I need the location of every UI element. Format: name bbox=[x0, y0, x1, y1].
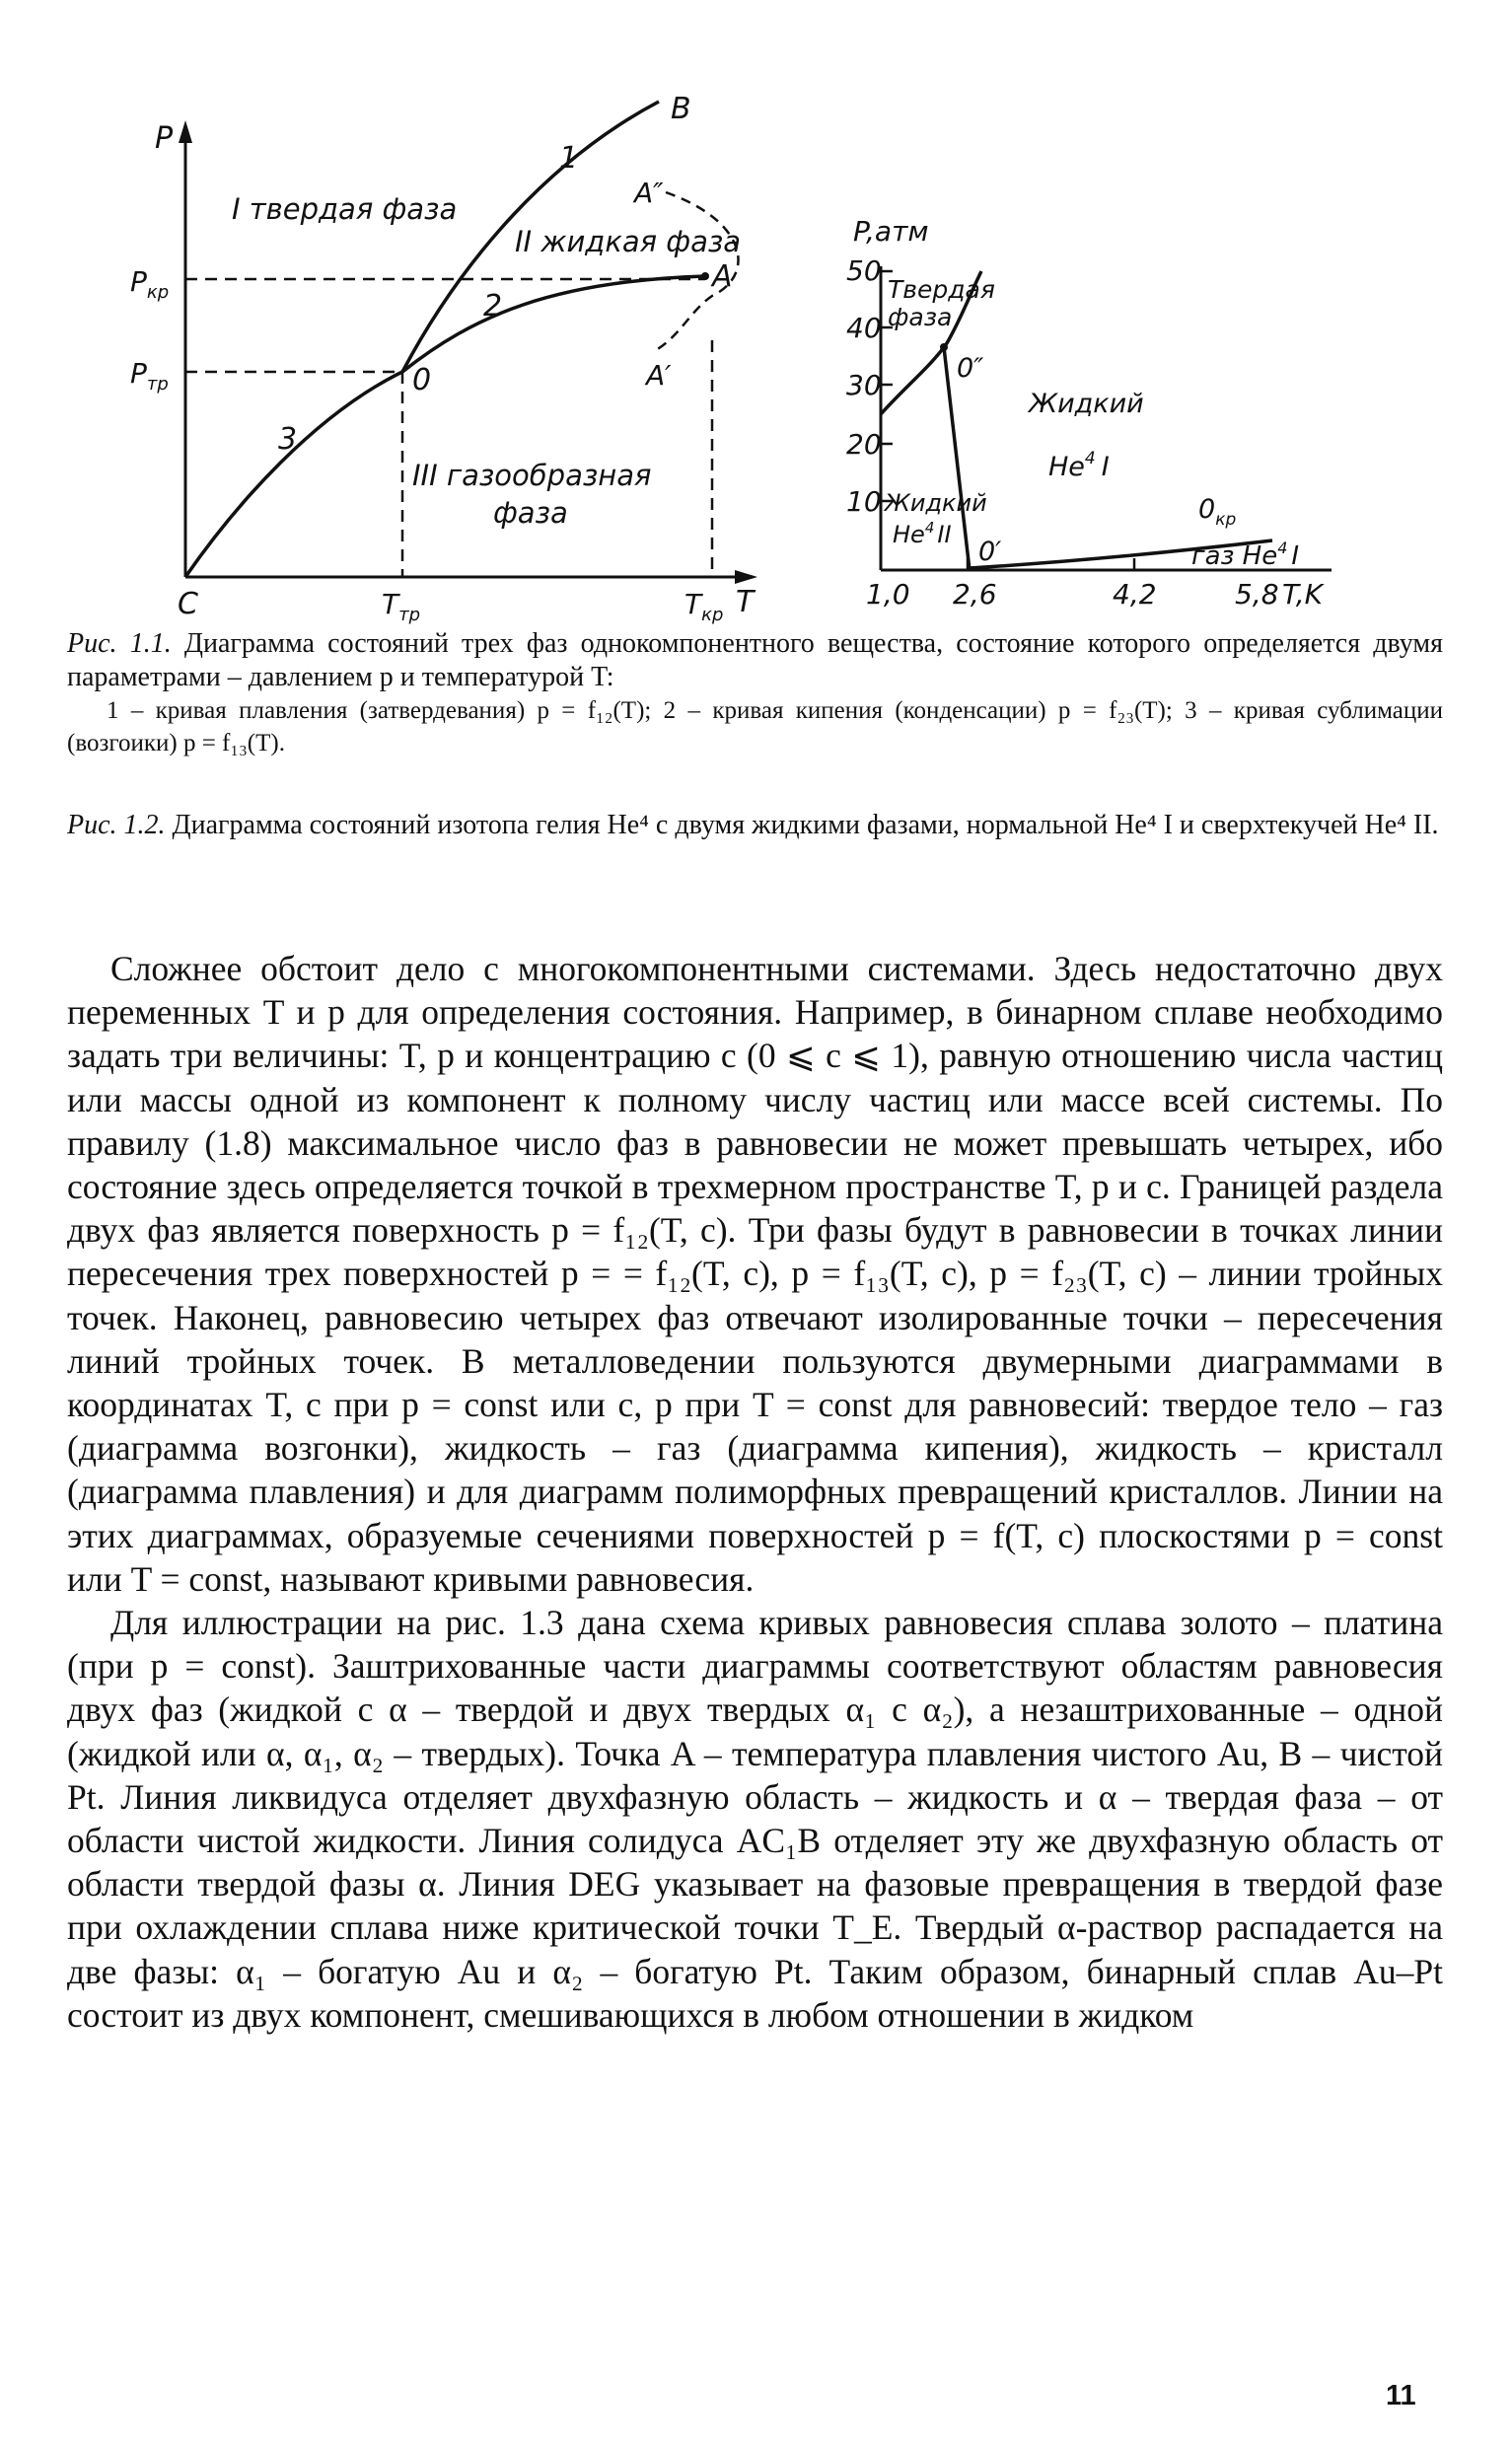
tkr-label: $T_{кр}$ bbox=[684, 588, 724, 625]
he-x-tick-2-6: 2,6 bbox=[953, 578, 997, 611]
he-axis-p-label: P,атм bbox=[853, 215, 929, 248]
he-solid-label-2: фаза bbox=[888, 303, 953, 331]
he-gas-label: газ He$^4$ I bbox=[1191, 539, 1300, 571]
figure-1-2 bbox=[0, 0, 1512, 631]
he-liquid-ii-label-1: Жидкий bbox=[885, 489, 987, 517]
he-y-tick-10: 10 bbox=[846, 485, 882, 518]
figure-1-1-caption-text: Диаграмма состояний трех фаз однокомпонентного вещества, состояние которого определяется двумя параметрами – давлением p и температурой T: bbox=[67, 628, 1444, 692]
he-y-tick-50: 50 bbox=[846, 254, 882, 287]
he-liquid-i-label-1: Жидкий bbox=[1029, 389, 1144, 419]
point-a-prime-label: A′ bbox=[646, 359, 672, 392]
body-paragraph-1: Сложнее обстоит дело с многокомпонентными системами. Здесь недостаточно двух переменных T и p для определения состояния. Например, в бинарном сплаве необходимо задать три величины: T, p и концентрацию c (0 ⩽ c ⩽ 1), равную отношению числа частиц или массы одной из компонент к полному числу частиц или массе всей системы. По правилу (1.8) максимальное число фаз в равновесии не может превышать четырех, ибо состояние здесь определяется точкой в трехмерном пространстве T, p и c. Границей раздела двух фаз является поверхность p = f₁₂(T, c). Три фазы будут в равновесии в точках линии пересечения трех поверхностей p = = f₁₂(T, c), p = f₁₃(T, c), p = f₂₃(T, c) – линии тройных точек. Наконец, равновесию четырех фаз отвечают изолированные точки – пересечения линий тройных точек. В металловедении пользуются двумерными диаграммами в координатах T, c при p = const или c, p при T = const для равновесий: твердое тело – газ (диаграмма возгонки), жидкость – газ (диаграмма кипения), жидкость – кристалл (диаграмма плавления) и для диаграмм полиморфных превращений кристаллов. Линии на этих диаграммах, образуемые сечениями поверхностей p = f(T, c) плоскостями p = const или T = const, называют кривыми равновесия. bbox=[67, 949, 1443, 1599]
curve-1-label: 1 bbox=[559, 141, 579, 176]
ttr-label: $T_{тр}$ bbox=[382, 588, 421, 625]
he-axis-t-label: T,K bbox=[1282, 578, 1324, 611]
curve-2-label: 2 bbox=[483, 289, 503, 324]
curve-3-label: 3 bbox=[278, 422, 298, 457]
ptr-label: $P_{тр}$ bbox=[130, 357, 169, 395]
point-o-label: 0 bbox=[412, 363, 432, 397]
he-solid-label-1: Твердая bbox=[888, 275, 995, 304]
region-gas-label-2: фаза bbox=[493, 496, 568, 530]
he-point-o-prime: 0′ bbox=[978, 537, 1002, 567]
axis-t-label: T bbox=[736, 585, 755, 619]
figure-1-1-caption bbox=[67, 627, 1443, 759]
he-x-tick-4-2: 4,2 bbox=[1113, 578, 1157, 611]
body-paragraph-2: Для иллюстрации на рис. 1.3 дана схема кривых равновесия сплава золото – платина (при p = const). Заштрихованные части диаграммы соответствуют областям равновесия двух фаз (жидкой с α – твердой и двух твердых α₁ с α₂), а незаштрихованные – одной (жидкой или α, α₁, α₂ – твердых). Точка A – температура плавления чистого Au, B – чистой Pt. Линия ликвидуса отделяет двухфазную область – жидкость и α – твердая фаза – от области чистой жидкости. Линия солидуса AC₁B отделяет эту же двухфазную область от области твердой фазы α. Линия DEG указывает на фазовые превращения в твердой фазе при охлаждении сплава ниже критической точки T_E. Твердый α-раствор распадается на две фазы: α₁ – богатую Au и α₂ – богатую Pt. Таким образом, бинарный сплав Au–Pt состоит из двух компонент, смешивающихся в любом отношении в жидком bbox=[67, 1603, 1443, 2035]
he-x-tick-1-0: 1,0 bbox=[866, 578, 910, 611]
he-y-tick-40: 40 bbox=[846, 312, 882, 344]
he-liquid-ii-label-2: He$^4$ II bbox=[893, 519, 952, 548]
figure-1-1-caption-main bbox=[67, 627, 1443, 694]
point-b-label: B bbox=[671, 92, 691, 126]
body-text bbox=[67, 947, 1443, 2037]
he-point-o-dprime: 0″ bbox=[957, 353, 984, 384]
figure-1-1-caption-legend: 1 – кривая плавления (затвердевания) p = f₁₂(T); 2 – кривая кипения (конденсации) p = f₂₃(T); 3 – кривая сублимации (возгоики) p = f₁₃(T). bbox=[67, 697, 1443, 756]
figure-1-2-caption bbox=[67, 809, 1443, 842]
figure-1-1-caption-label: Рис. 1.1. bbox=[67, 628, 172, 659]
point-a-dprime-label: A″ bbox=[634, 177, 664, 209]
figure-1-2-caption-text: Диаграмма состояний изотопа гелия He⁴ с двумя жидкими фазами, нормальной He⁴ I и сверхтекучей He⁴ II. bbox=[172, 810, 1439, 840]
region-solid-label: I твердая фаза bbox=[232, 192, 458, 226]
figure-1-2-caption-main bbox=[67, 809, 1443, 842]
page-number: 11 bbox=[1386, 2380, 1416, 2411]
he-liquid-i-label-2: He$^4$ I bbox=[1048, 449, 1110, 482]
point-a-label: A bbox=[712, 259, 733, 294]
pkr-label: $P_{кр}$ bbox=[130, 265, 170, 303]
point-c-label: C bbox=[178, 587, 198, 621]
he-critical-point-label: $0_{кр}$ bbox=[1198, 494, 1237, 530]
figure-1-2-caption-label: Рис. 1.2. bbox=[67, 810, 166, 840]
axis-p-label: P bbox=[155, 121, 174, 156]
region-liquid-label: II жидкая фаза bbox=[515, 225, 742, 258]
region-gas-label-1: III газообразная bbox=[412, 459, 652, 492]
he-x-tick-5-8: 5,8 bbox=[1235, 578, 1279, 611]
he-y-tick-20: 20 bbox=[846, 428, 882, 461]
he-y-tick-30: 30 bbox=[846, 369, 882, 401]
